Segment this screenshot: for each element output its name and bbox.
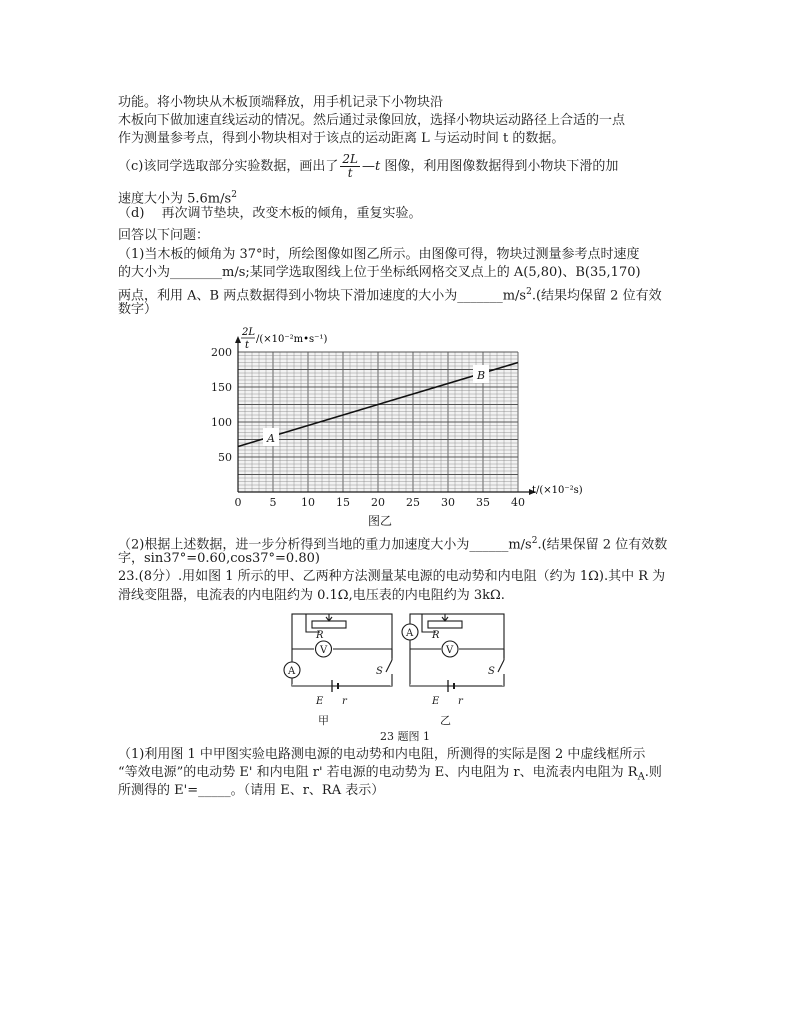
x-tick-label: 10 (301, 496, 315, 509)
circuit-yi-caption: 乙 (440, 714, 451, 727)
circuit-jia-caption: 甲 (318, 714, 329, 727)
jia-label-V: V (320, 645, 328, 656)
yi-label-A: A (406, 628, 414, 639)
yi-label-V: V (446, 645, 454, 656)
jia-label-A: A (288, 666, 296, 677)
y-axis-label (241, 327, 327, 351)
yi-label-E: E (432, 696, 440, 707)
x-tick-label: 35 (476, 496, 490, 509)
yi-rheostat (428, 621, 462, 628)
fraction-2L-over-t (340, 153, 360, 180)
jia-label-E: E (316, 696, 324, 707)
circuit-figure (272, 608, 522, 738)
x-tick-label: 15 (336, 496, 350, 509)
text-line-7: 回答以下问题： (118, 228, 210, 243)
fraction-numerator: 2L (342, 152, 358, 166)
point-label-A: A (267, 432, 275, 445)
text-line-9: 的大小为________m/s;某同学选取图线上位于坐标纸网格交叉点上的 A(5,80)、B(35,170) (118, 265, 641, 280)
text-line-18: 所测得的 E'=_____。（请用 E、r、RA 表示） (118, 783, 385, 798)
line4-post: 图像，利用图像数据得到小物块下滑的加 (380, 159, 619, 174)
text-line-15: 滑线变阻器，电流表的内电阻约为 0.1Ω,电压表的内电阻约为 3kΩ. (118, 588, 505, 603)
text-line-1: 功能。将小物块从木板顶端释放，用手机记录下小物块沿 (118, 95, 444, 110)
text-line-8: （1)当木板的倾角为 37°时，所绘图像如图乙所示。由图像可得，物块过测量参考点时速度 (118, 247, 640, 262)
yi-label-R: R (432, 630, 440, 641)
circuit-jia (284, 614, 392, 692)
y-label-unit: /(×10⁻²m•s⁻¹) (256, 334, 328, 345)
text-line-6: （d) 再次调节垫块，改变木板的倾角，重复实验。 (118, 206, 422, 221)
graph-caption: 图乙 (367, 514, 392, 528)
jia-label-r: r (342, 696, 347, 707)
text-line-11: 数字） (118, 302, 158, 317)
circuit-caption: 23 题图 1 (380, 730, 430, 743)
line10-post: .(结果均保留 2 位有效 (531, 288, 662, 304)
line17-pre: “等效电源”的电动势 E' 和内电阻 r' 若电源的电动势为 E、内电阻为 r、电流表内电阻为 R (118, 765, 638, 780)
y-tick-label: 200 (211, 346, 232, 359)
text-line-2: 木板向下做加速直线运动的情况。然后通过录像回放，选择小物块运动路径上合适的一点 (118, 113, 626, 128)
line17-post: .则 (644, 765, 662, 780)
text-line-16: （1)利用图 1 中甲图实验电路测电源的电动势和内电阻，所测得的实际是图 2 中虚线框所示 (118, 747, 646, 762)
y-label-num: 2L (242, 327, 256, 338)
line12-sup: 2 (531, 536, 538, 546)
text-line-4 (118, 152, 688, 182)
x-tick-label: 25 (406, 496, 420, 509)
y-tick-label: 100 (211, 416, 232, 429)
yi-label-S: S (488, 666, 495, 677)
line12-post: .(结果保留 2 位有效数 (537, 537, 668, 553)
x-axis-label: t/(×10⁻²s) (532, 485, 583, 496)
jia-rheostat (312, 621, 346, 628)
x-tick-label: 40 (511, 496, 525, 509)
y-tick-label: 150 (211, 381, 232, 394)
x-tick-label: 30 (441, 496, 455, 509)
line5-text: 速度大小为 5.6m/s (118, 191, 232, 207)
line17-sub: A (637, 771, 645, 783)
line12-pre: （2)根据上述数据，进一步分析得到当地的重力加速度大小为______m/s (118, 537, 532, 553)
yi-label-r: r (458, 696, 463, 707)
fraction-denominator: t (347, 166, 353, 180)
line4-pre: （c)该同学选取部分实验数据，画出了 (118, 159, 339, 174)
point-label-B: B (476, 369, 486, 382)
line5-sup: 2 (231, 190, 237, 200)
x-tick-label: 5 (269, 496, 277, 509)
x-tick-label: 0 (234, 496, 242, 509)
y-tick-label: 50 (218, 451, 232, 464)
y-label-den: t (245, 340, 250, 351)
text-line-13: 字，sin37°=0.60,cos37°=0.80) (118, 551, 320, 566)
text-line-3: 作为测量参考点，得到小物块相对于该点的运动距离 L 与运动时间 t 的数据。 (118, 131, 565, 146)
x-tick-label: 20 (371, 496, 385, 509)
jia-label-S: S (376, 666, 383, 677)
y-axis-arrow (235, 336, 241, 343)
line4-mid: —t (361, 159, 381, 174)
line10-pre: 两点，利用 A、B 两点数据得到小物块下滑加速度的大小为_______m/s (118, 288, 527, 304)
text-line-14: 23.(8分）.用如图 1 所示的甲、乙两种方法测量某电源的电动势和内电阻（约为 1Ω).其中 R 为 (118, 569, 666, 584)
jia-label-R: R (316, 630, 324, 641)
graph-figure (200, 322, 600, 518)
line10-sup: 2 (526, 287, 532, 297)
